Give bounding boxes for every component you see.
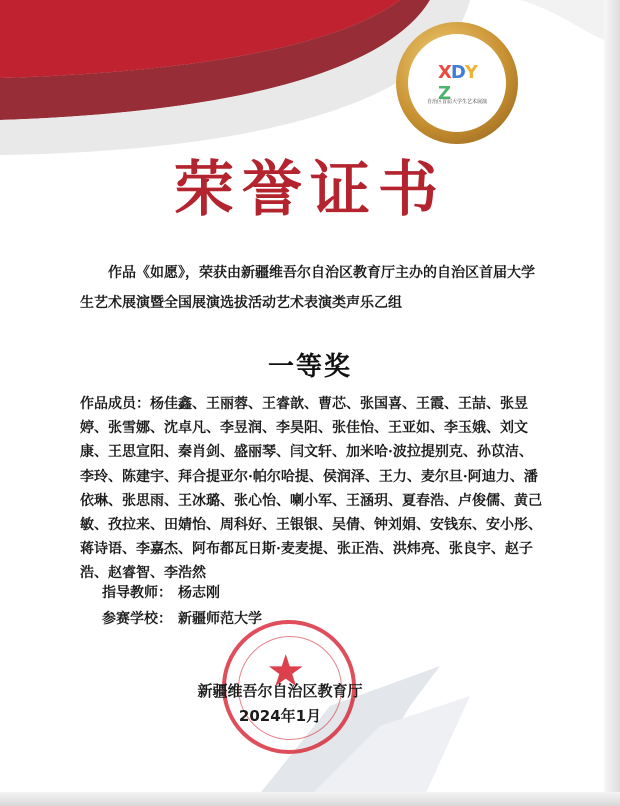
- award-description: 作品《如愿》，荣获由新疆维吾尔自治区教育厅主办的自治区首届大学生艺术展演暨全国展演选拔活动艺术表演类声乐乙组: [80, 265, 535, 311]
- school-label: 参赛学校：: [102, 611, 172, 627]
- certificate-title: 荣誉证书: [174, 155, 446, 225]
- members-label: 作品成员：: [80, 396, 150, 412]
- issuer-name: 新疆维吾尔自治区教育厅: [197, 682, 363, 700]
- logo-letter: D: [450, 62, 465, 83]
- badge-inner-circle: [408, 34, 506, 132]
- logo-letter: Z: [438, 83, 451, 104]
- star-icon: ★: [266, 646, 306, 697]
- school-row: [102, 608, 262, 628]
- logo-letter: Y: [464, 62, 477, 83]
- members-list: 杨佳鑫、王丽蓉、王睿歆、曹芯、张国喜、王霞、王喆、张昱婷、张雪娜、沈卓凡、李昱润、李昊阳、张佳怡、王亚如、李玉娥、刘文康、王思宣阳、秦肖剑、盛丽琴、闫文轩、加米哈·波拉提别克、孙苡洁、李玲、陈建宇、拜合提亚尔·帕尔哈提、侯润泽、王力、麦尔旦·阿迪力、潘依琳、张思雨、王冰璐、张心怡、喇小军、王涵玥、夏春浩、卢俊儒、黄己敏、孜拉来、田婧怡、周科好、王银银、吴倩、钟刘娟、安钱东、安小彤、蒋诗语、李嘉杰、阿布都瓦日斯·麦麦提、张正浩、洪炜亮、张良宇、赵子浩、赵睿智、李浩然: [80, 396, 542, 582]
- paper-bottom-shadow: [0, 792, 620, 806]
- members-block: [80, 392, 546, 586]
- award-level: 一等奖: [267, 352, 352, 382]
- logo-letter: X: [438, 62, 451, 83]
- badge-caption: 自治区首届大学生艺术展演: [426, 99, 487, 105]
- event-badge: [396, 22, 518, 144]
- teacher-label: 指导教师：: [102, 585, 172, 601]
- school-name: 新疆师范大学: [178, 611, 262, 627]
- paper-edge-shadow: [604, 0, 620, 806]
- teacher-row: [102, 582, 220, 602]
- teacher-name: 杨志刚: [178, 585, 220, 601]
- issue-date: 2024年1月: [238, 707, 322, 725]
